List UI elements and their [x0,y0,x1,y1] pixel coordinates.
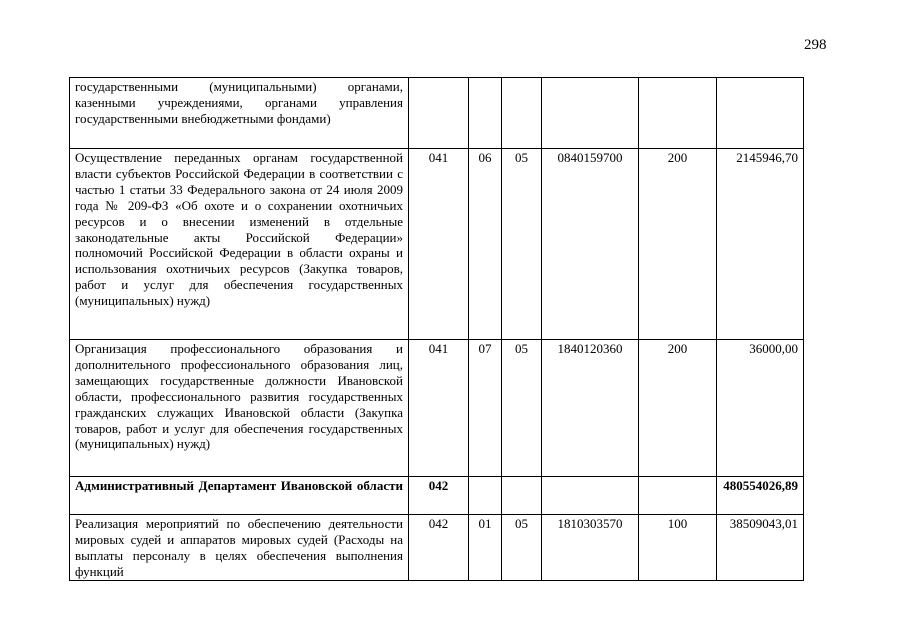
row-grbs-code: 042 [409,515,469,581]
row-grbs-code: 041 [409,340,469,477]
row-section-code: 01 [469,515,502,581]
row-expense-type [639,477,717,515]
row-grbs-code [409,78,469,149]
row-section-code: 06 [469,149,502,340]
row-expense-type [639,78,717,149]
row-subsection-code: 05 [502,149,542,340]
department-title: Административный Департамент Ивановской области [70,477,409,515]
row-expense-type: 100 [639,515,717,581]
row-target-code: 1810303570 [542,515,639,581]
row-target-code: 0840159700 [542,149,639,340]
table-row [70,78,804,149]
row-description: Осуществление переданных органам государственной власти субъектов Российской Федерации в соответствии с частью 1 статьи 33 Федерального закона от 24 июля 2009 года № 209-ФЗ «Об охоте и о сохранении охотничьих ресурсов и о внесении изменений в отдельные законодательные акты Российской Федерации» полномочий Российской Федерации в области охраны и использования охотничьих ресурсов (Закупка товаров, работ и услуг для обеспечения государственных (муниципальных) нужд) [70,149,409,340]
row-expense-type: 200 [639,149,717,340]
row-target-code [542,477,639,515]
table-row [70,149,804,340]
row-amount: 2145946,70 [717,149,804,340]
row-subsection-code: 05 [502,340,542,477]
row-expense-type: 200 [639,340,717,477]
row-target-code [542,78,639,149]
row-amount: 36000,00 [717,340,804,477]
table-row [70,340,804,477]
row-grbs-code: 042 [409,477,469,515]
row-section-code: 07 [469,340,502,477]
row-description: Реализация мероприятий по обеспечению деятельности мировых судей и аппаратов мировых судей (Расходы на выплаты персоналу в целях обеспечения выполнения функций [70,515,409,581]
row-section-code [469,78,502,149]
row-subsection-code [502,78,542,149]
row-subsection-code: 05 [502,515,542,581]
row-amount: 38509043,01 [717,515,804,581]
row-amount [717,78,804,149]
row-target-code: 1840120360 [542,340,639,477]
row-amount: 480554026,89 [717,477,804,515]
row-grbs-code: 041 [409,149,469,340]
row-section-code [469,477,502,515]
row-description: государственными (муниципальными) органами, казенными учреждениями, органами управления государственными внебюджетными фондами) [70,78,409,149]
table-row-department [70,477,804,515]
row-subsection-code [502,477,542,515]
table-row [70,515,804,581]
budget-table [69,77,804,581]
row-description: Организация профессионального образования и дополнительного профессионального образования лиц, замещающих государственные должности Ивановской области, профессионального развития государственных гражданских служащих Ивановской области (Закупка товаров, работ и услуг для обеспечения государственных (муниципальных) нужд) [70,340,409,477]
page-number: 298 [804,37,827,53]
